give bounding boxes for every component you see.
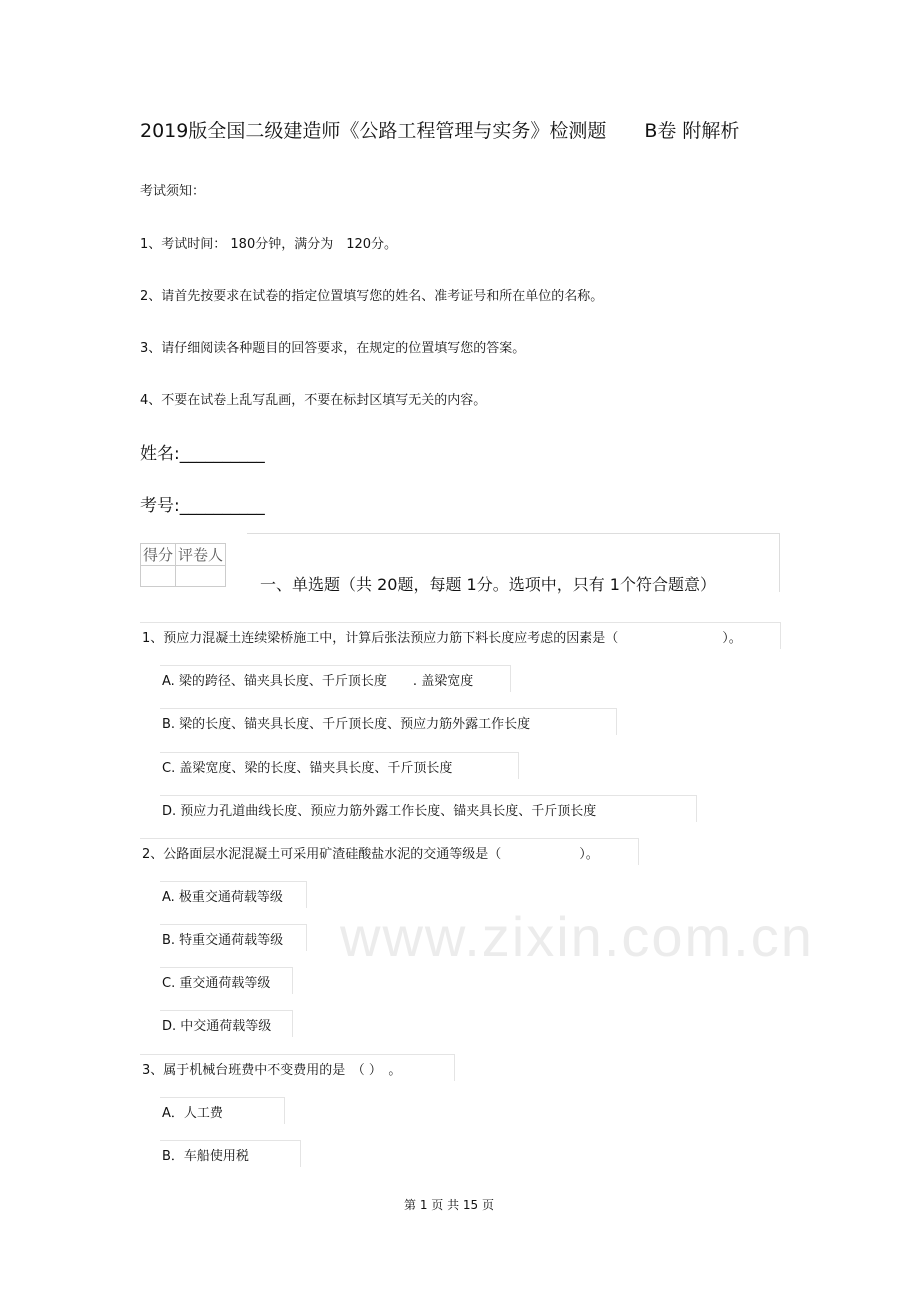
- option[interactable]: [160, 665, 511, 692]
- question-stem: 3、属于机械台班费中不变费用的是 （ ） 。: [142, 1063, 402, 1078]
- question-stem: 1、预应力混凝土连续梁桥施工中，计算后张法预应力筋下料长度应考虑的因素是（ ）。: [142, 631, 742, 646]
- option-label: C. 盖梁宽度、梁的长度、锚夹具长度、千斤顶长度: [162, 761, 453, 776]
- exam-number-field[interactable]: 考号:__________: [140, 496, 265, 516]
- question-stem: 2、公路面层水泥混凝土可采用矿渣硅酸盐水泥的交通等级是（ ）。: [142, 847, 599, 862]
- option[interactable]: [160, 1097, 285, 1124]
- question-2: [140, 838, 639, 865]
- notice-item: 3、请仔细阅读各种题目的回答要求，在规定的位置填写您的答案。: [140, 341, 526, 356]
- option-label: A．人工费: [162, 1106, 223, 1121]
- watermark: www.zixin.com.cn: [340, 905, 814, 968]
- option[interactable]: [160, 967, 293, 994]
- option[interactable]: [160, 708, 617, 735]
- option-label: A. 极重交通荷载等级: [162, 890, 283, 905]
- name-field[interactable]: 姓名:__________: [140, 444, 265, 464]
- question-3: [140, 1054, 455, 1081]
- option[interactable]: [160, 1140, 301, 1167]
- option[interactable]: [160, 1010, 293, 1037]
- option-label: A. 梁的跨径、锚夹具长度、千斤顶长度 . 盖梁宽度: [162, 674, 474, 689]
- option-label: B．车船使用税: [162, 1149, 249, 1164]
- option-label: D. 中交通荷载等级: [162, 1019, 272, 1034]
- option[interactable]: [160, 795, 697, 822]
- notice-item: 2、请首先按要求在试卷的指定位置填写您的姓名、准考证号和所在单位的名称。: [140, 289, 604, 304]
- option-label: B. 特重交通荷载等级: [162, 933, 284, 948]
- grader-header: 评卷人: [176, 544, 226, 566]
- notice-heading: 考试须知：: [140, 184, 206, 199]
- section-heading: 一、单选题（共 20题，每题 1分。选项中，只有 1个符合题意）: [260, 575, 716, 594]
- notice-item: 4、不要在试卷上乱写乱画，不要在标封区填写无关的内容。: [140, 393, 487, 408]
- option[interactable]: [160, 924, 307, 951]
- score-cell[interactable]: [141, 566, 176, 587]
- question-1: [140, 622, 781, 649]
- option-label: C. 重交通荷载等级: [162, 976, 271, 991]
- option[interactable]: [160, 881, 307, 908]
- notice-item: 1、考试时间： 180分钟，满分为 120分。: [140, 237, 398, 252]
- grader-cell[interactable]: [176, 566, 226, 587]
- page-footer: 第 1 页 共 15 页: [404, 1198, 494, 1212]
- score-header: 得分: [141, 544, 176, 566]
- option[interactable]: [160, 752, 519, 779]
- document-title: 2019版全国二级建造师《公路工程管理与实务》检测题 B卷 附解析: [140, 120, 740, 142]
- option-label: D. 预应力孔道曲线长度、预应力筋外露工作长度、锚夹具长度、千斤顶长度: [162, 804, 597, 819]
- score-table: [140, 543, 226, 587]
- option-label: B. 梁的长度、锚夹具长度、千斤顶长度、预应力筋外露工作长度: [162, 717, 531, 732]
